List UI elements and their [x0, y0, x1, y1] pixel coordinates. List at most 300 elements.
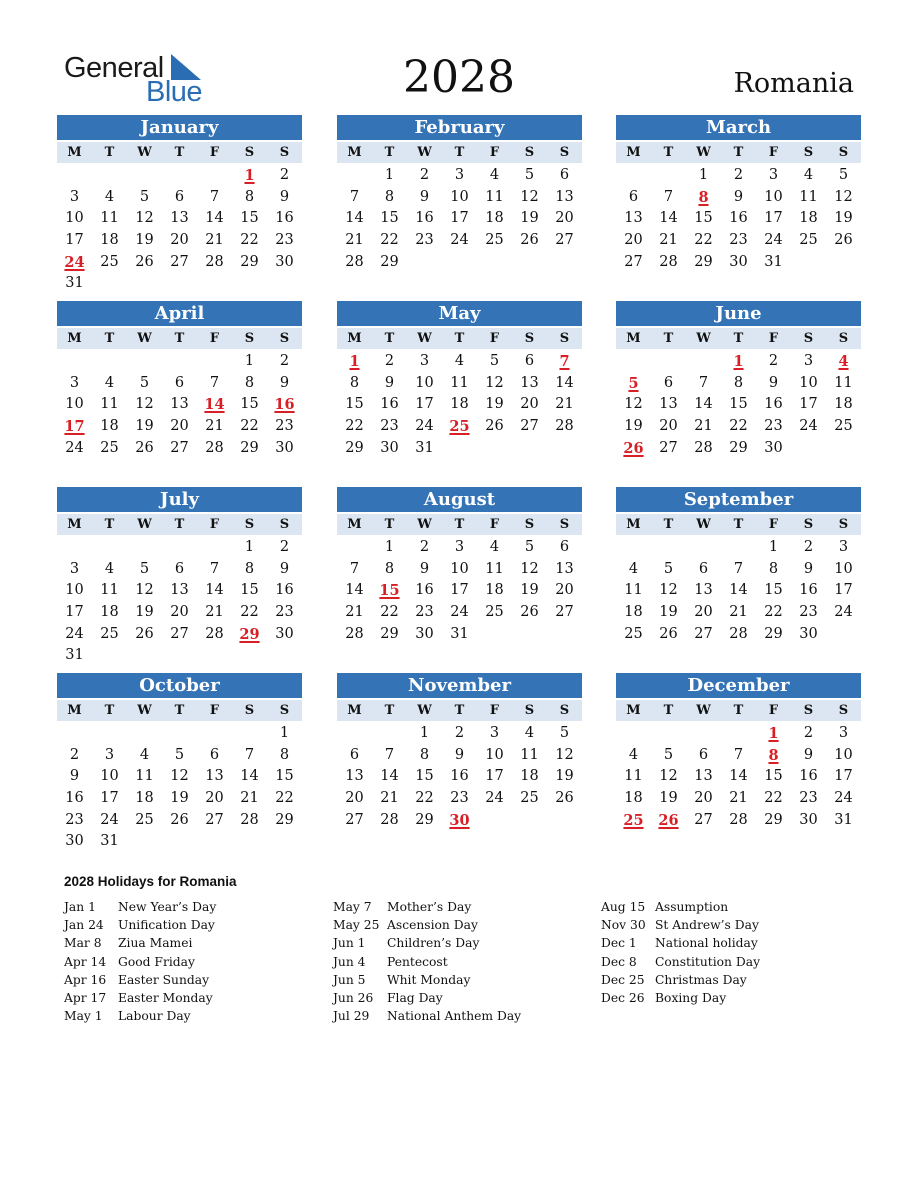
day-cell: 16	[799, 582, 818, 599]
holiday-row	[64, 898, 216, 916]
holiday-date: Dec 8	[601, 954, 637, 969]
day-cell: 19	[659, 790, 678, 807]
day-cell: 10	[834, 746, 853, 763]
day-cell: 19	[834, 210, 853, 227]
day-cell: 26	[834, 232, 853, 249]
holiday-row	[64, 953, 216, 971]
day-cell: 7	[663, 188, 674, 205]
day-cell: 5	[663, 560, 674, 577]
day-cell: 9	[279, 374, 290, 391]
day-cell: 18	[799, 210, 818, 227]
day-cell: 31	[764, 253, 783, 270]
day-cell: 27	[170, 253, 189, 270]
day-cell: 23	[275, 232, 294, 249]
day-cell: 4	[803, 167, 814, 183]
weekday-label: F	[489, 517, 500, 532]
weekday-header	[57, 514, 302, 535]
day-cell: 2	[279, 539, 290, 555]
day-cell: 25	[799, 232, 818, 249]
day-cell: 26	[135, 253, 154, 270]
weekday-header	[57, 142, 302, 163]
holiday-name: Easter Sunday	[118, 972, 210, 987]
day-cell: 10	[799, 374, 818, 391]
day-cell: 7	[349, 560, 360, 577]
weekday-label: W	[696, 145, 711, 160]
day-cell: 15	[240, 210, 259, 227]
holiday-day-cell: 15	[379, 582, 400, 600]
weekday-header	[616, 514, 861, 535]
weekday-label: F	[489, 331, 500, 346]
day-cell: 25	[100, 253, 119, 270]
month-february	[337, 115, 582, 273]
day-cell: 5	[663, 746, 674, 763]
day-cell: 20	[345, 790, 364, 807]
empty-day-cell	[197, 723, 232, 745]
day-cell: 15	[240, 582, 259, 599]
day-cell: 28	[694, 439, 713, 456]
day-cell: 12	[485, 374, 504, 391]
day-cell: 11	[624, 768, 643, 785]
empty-day-cell	[616, 351, 651, 373]
weekday-label: W	[696, 517, 711, 532]
holiday-row	[64, 916, 216, 934]
day-cell: 17	[100, 790, 119, 807]
day-cell: 25	[834, 418, 853, 435]
day-cell: 17	[450, 582, 469, 599]
weekday-label: T	[663, 517, 674, 532]
day-cell: 3	[69, 374, 80, 391]
weekday-label: S	[838, 331, 849, 346]
day-cell: 16	[415, 582, 434, 599]
day-cell: 23	[799, 790, 818, 807]
holiday-row	[333, 953, 521, 971]
day-cell: 8	[244, 188, 255, 205]
day-cell: 23	[275, 604, 294, 621]
day-cell: 5	[139, 560, 150, 577]
day-cell: 20	[170, 418, 189, 435]
holiday-row	[64, 1007, 216, 1025]
weekday-label: M	[347, 703, 362, 718]
day-cell: 28	[345, 253, 364, 270]
holiday-date: Jun 1	[333, 936, 366, 951]
empty-day-cell	[92, 723, 127, 745]
empty-day-cell	[127, 723, 162, 745]
holiday-date: Jun 4	[333, 954, 366, 969]
holiday-column	[601, 898, 760, 1007]
day-cell: 9	[733, 188, 744, 205]
day-cell: 11	[624, 582, 643, 599]
weekday-label: S	[838, 703, 849, 718]
weekday-label: S	[803, 703, 814, 718]
weekday-label: T	[174, 331, 185, 346]
empty-day-cell	[721, 537, 756, 559]
day-cell: 5	[174, 746, 185, 763]
day-cell: 7	[733, 746, 744, 763]
day-cell: 14	[345, 210, 364, 227]
day-grid	[616, 537, 861, 645]
month-january	[57, 115, 302, 295]
empty-day-cell	[616, 165, 651, 187]
weekday-label: W	[696, 331, 711, 346]
day-cell: 10	[450, 560, 469, 577]
weekday-label: T	[174, 703, 185, 718]
holiday-name: Good Friday	[118, 954, 195, 969]
day-cell: 28	[729, 625, 748, 642]
day-cell: 28	[555, 418, 574, 435]
weekday-header	[337, 142, 582, 163]
holiday-day-cell: 7	[559, 353, 570, 370]
day-cell: 19	[520, 210, 539, 227]
day-cell: 12	[659, 768, 678, 785]
month-december	[616, 673, 861, 831]
day-cell: 9	[454, 746, 465, 763]
day-cell: 23	[450, 790, 469, 807]
day-cell: 31	[100, 833, 119, 850]
day-cell: 28	[205, 625, 224, 642]
empty-day-cell	[651, 351, 686, 373]
day-cell: 5	[139, 374, 150, 391]
weekday-label: T	[384, 145, 395, 160]
day-cell: 2	[768, 353, 779, 369]
logo-text-general: General	[64, 52, 164, 84]
day-cell: 14	[729, 582, 748, 599]
day-cell: 21	[345, 232, 364, 249]
day-cell: 19	[659, 604, 678, 621]
holiday-day-cell: 24	[64, 253, 85, 271]
weekday-label: S	[244, 331, 255, 346]
holiday-day-cell: 26	[623, 439, 644, 457]
day-cell: 17	[764, 210, 783, 227]
weekday-label: F	[768, 517, 779, 532]
day-cell: 13	[170, 582, 189, 599]
day-cell: 25	[100, 625, 119, 642]
weekday-label: S	[524, 145, 535, 160]
day-cell: 31	[415, 439, 434, 456]
holiday-row	[333, 916, 521, 934]
day-grid	[57, 723, 302, 853]
day-cell: 23	[415, 604, 434, 621]
day-cell: 2	[733, 167, 744, 183]
day-cell: 10	[450, 188, 469, 205]
month-july	[57, 487, 302, 667]
holiday-day-cell: 4	[838, 353, 849, 370]
day-grid	[616, 351, 861, 459]
day-cell: 29	[380, 625, 399, 642]
holiday-name: Whit Monday	[387, 972, 471, 987]
day-cell: 21	[659, 232, 678, 249]
holiday-name: Ascension Day	[387, 918, 478, 933]
day-cell: 28	[729, 811, 748, 828]
month-title: May	[337, 301, 582, 326]
empty-day-cell	[686, 723, 721, 745]
day-cell: 31	[834, 811, 853, 828]
day-cell: 17	[799, 396, 818, 413]
day-cell: 26	[170, 811, 189, 828]
empty-day-cell	[92, 351, 127, 373]
weekday-label: T	[663, 703, 674, 718]
day-cell: 27	[555, 232, 574, 249]
weekday-label: T	[174, 517, 185, 532]
weekday-label: W	[137, 703, 152, 718]
weekday-label: M	[626, 703, 641, 718]
day-cell: 25	[485, 232, 504, 249]
day-cell: 11	[485, 188, 504, 205]
weekday-label: W	[137, 331, 152, 346]
day-cell: 10	[485, 746, 504, 763]
day-cell: 7	[733, 560, 744, 577]
empty-day-cell	[92, 537, 127, 559]
weekday-label: T	[104, 703, 115, 718]
empty-day-cell	[162, 165, 197, 187]
month-title: September	[616, 487, 861, 512]
weekday-label: M	[347, 145, 362, 160]
day-cell: 22	[240, 604, 259, 621]
day-cell: 27	[345, 811, 364, 828]
day-cell: 5	[524, 539, 535, 555]
holiday-day-cell: 30	[449, 811, 470, 829]
day-cell: 29	[240, 439, 259, 456]
month-august	[337, 487, 582, 645]
day-cell: 11	[485, 560, 504, 577]
holiday-date: May 1	[64, 1009, 103, 1024]
day-cell: 1	[384, 167, 395, 183]
weekday-header	[616, 328, 861, 349]
day-cell: 28	[380, 811, 399, 828]
month-title: June	[616, 301, 861, 326]
holiday-date: Jul 29	[333, 1009, 370, 1024]
weekday-label: T	[733, 703, 744, 718]
weekday-label: M	[626, 331, 641, 346]
weekday-label: S	[803, 331, 814, 346]
holiday-name: St Andrew’s Day	[655, 918, 759, 933]
day-cell: 22	[275, 790, 294, 807]
day-cell: 17	[834, 768, 853, 785]
holiday-name: Unification Day	[118, 918, 215, 933]
holiday-date: Dec 26	[601, 990, 645, 1005]
day-cell: 15	[415, 768, 434, 785]
day-cell: 3	[489, 725, 500, 741]
day-cell: 15	[764, 582, 783, 599]
holiday-row	[601, 916, 760, 934]
day-cell: 17	[415, 396, 434, 413]
weekday-label: S	[559, 145, 570, 160]
day-cell: 4	[104, 188, 115, 205]
day-cell: 3	[454, 167, 465, 183]
day-cell: 20	[170, 604, 189, 621]
day-cell: 6	[559, 539, 570, 555]
weekday-label: F	[209, 331, 220, 346]
holiday-column	[333, 898, 521, 1025]
day-cell: 30	[764, 439, 783, 456]
weekday-label: F	[489, 145, 500, 160]
holiday-row	[601, 971, 760, 989]
day-cell: 22	[729, 418, 748, 435]
day-cell: 18	[485, 210, 504, 227]
weekday-label: F	[768, 703, 779, 718]
day-cell: 23	[380, 418, 399, 435]
holiday-day-cell: 14	[204, 396, 225, 414]
day-cell: 5	[559, 725, 570, 741]
holiday-date: Jun 26	[333, 990, 374, 1005]
weekday-label: S	[803, 145, 814, 160]
empty-day-cell	[337, 165, 372, 187]
day-cell: 30	[275, 253, 294, 270]
day-cell: 5	[838, 167, 849, 183]
weekday-label: T	[104, 145, 115, 160]
holiday-row	[333, 898, 521, 916]
day-cell: 14	[694, 396, 713, 413]
holiday-name: Children’s Day	[387, 936, 480, 951]
day-cell: 6	[628, 188, 639, 205]
day-cell: 3	[69, 560, 80, 577]
day-cell: 16	[275, 582, 294, 599]
day-cell: 28	[205, 253, 224, 270]
day-cell: 18	[520, 768, 539, 785]
holiday-date: Jan 1	[64, 900, 96, 914]
weekday-label: W	[137, 517, 152, 532]
logo	[64, 52, 214, 108]
day-cell: 16	[415, 210, 434, 227]
empty-day-cell	[686, 351, 721, 373]
day-cell: 23	[799, 604, 818, 621]
day-cell: 18	[624, 790, 643, 807]
weekday-label: F	[768, 145, 779, 160]
day-cell: 6	[174, 560, 185, 577]
weekday-label: T	[733, 517, 744, 532]
empty-day-cell	[721, 723, 756, 745]
day-cell: 16	[729, 210, 748, 227]
day-cell: 11	[520, 746, 539, 763]
holiday-row	[333, 971, 521, 989]
weekday-label: W	[417, 145, 432, 160]
day-cell: 22	[240, 418, 259, 435]
weekday-header	[616, 142, 861, 163]
day-cell: 2	[419, 167, 430, 183]
day-cell: 8	[244, 374, 255, 391]
day-cell: 9	[768, 374, 779, 391]
day-cell: 14	[205, 582, 224, 599]
day-cell: 27	[205, 811, 224, 828]
day-cell: 28	[659, 253, 678, 270]
day-cell: 17	[485, 768, 504, 785]
day-cell: 29	[345, 439, 364, 456]
weekday-label: T	[454, 331, 465, 346]
day-cell: 21	[729, 604, 748, 621]
day-cell: 21	[345, 604, 364, 621]
day-cell: 8	[244, 560, 255, 577]
day-cell: 11	[834, 374, 853, 391]
day-cell: 21	[380, 790, 399, 807]
weekday-label: W	[417, 517, 432, 532]
weekday-label: F	[768, 331, 779, 346]
holiday-name: Ziua Mamei	[118, 936, 193, 951]
day-cell: 20	[624, 232, 643, 249]
holiday-name: Easter Monday	[118, 990, 213, 1005]
day-cell: 6	[663, 374, 674, 391]
month-title: January	[57, 115, 302, 140]
holiday-row	[64, 971, 216, 989]
day-cell: 11	[100, 396, 119, 413]
empty-day-cell	[57, 351, 92, 373]
weekday-label: T	[454, 145, 465, 160]
day-cell: 7	[209, 374, 220, 391]
day-cell: 17	[65, 232, 84, 249]
empty-day-cell	[162, 537, 197, 559]
day-cell: 23	[415, 232, 434, 249]
weekday-label: F	[489, 703, 500, 718]
holiday-day-cell: 25	[449, 418, 470, 436]
day-cell: 10	[65, 582, 84, 599]
day-cell: 1	[244, 539, 255, 555]
day-cell: 14	[380, 768, 399, 785]
day-cell: 20	[694, 790, 713, 807]
month-title: April	[57, 301, 302, 326]
day-cell: 30	[415, 625, 434, 642]
holiday-day-cell: 25	[623, 811, 644, 829]
day-cell: 4	[104, 374, 115, 391]
empty-day-cell	[197, 351, 232, 373]
weekday-label: M	[67, 331, 82, 346]
day-cell: 12	[135, 396, 154, 413]
day-cell: 10	[415, 374, 434, 391]
weekday-label: S	[244, 703, 255, 718]
weekday-label: T	[733, 331, 744, 346]
weekday-header	[337, 514, 582, 535]
month-may	[337, 301, 582, 459]
holiday-day-cell: 29	[239, 625, 260, 643]
day-grid	[57, 537, 302, 667]
day-cell: 16	[764, 396, 783, 413]
holiday-date: Aug 15	[601, 900, 646, 914]
day-cell: 8	[279, 746, 290, 763]
day-cell: 22	[380, 232, 399, 249]
weekday-label: S	[524, 331, 535, 346]
day-cell: 27	[694, 811, 713, 828]
holiday-day-cell: 8	[768, 746, 779, 764]
day-cell: 26	[135, 625, 154, 642]
day-cell: 24	[65, 439, 84, 456]
day-grid	[616, 723, 861, 831]
empty-day-cell	[57, 165, 92, 187]
weekday-label: W	[137, 145, 152, 160]
month-title: August	[337, 487, 582, 512]
month-title: November	[337, 673, 582, 698]
day-cell: 12	[135, 210, 154, 227]
day-cell: 21	[729, 790, 748, 807]
holiday-day-cell: 1	[244, 167, 255, 184]
day-cell: 30	[65, 833, 84, 850]
weekday-label: S	[279, 331, 290, 346]
day-cell: 13	[205, 768, 224, 785]
weekday-label: M	[67, 703, 82, 718]
day-cell: 15	[240, 396, 259, 413]
day-cell: 14	[345, 582, 364, 599]
day-cell: 24	[65, 625, 84, 642]
day-cell: 30	[799, 811, 818, 828]
day-cell: 14	[205, 210, 224, 227]
day-cell: 30	[799, 625, 818, 642]
day-cell: 12	[135, 582, 154, 599]
holiday-date: Apr 16	[64, 972, 107, 987]
calendar-year: 2028	[403, 52, 515, 103]
day-cell: 10	[65, 396, 84, 413]
holiday-date: Mar 8	[64, 936, 102, 951]
weekday-header	[337, 328, 582, 349]
weekday-label: S	[559, 517, 570, 532]
day-cell: 29	[275, 811, 294, 828]
empty-day-cell	[127, 165, 162, 187]
day-cell: 7	[349, 188, 360, 205]
